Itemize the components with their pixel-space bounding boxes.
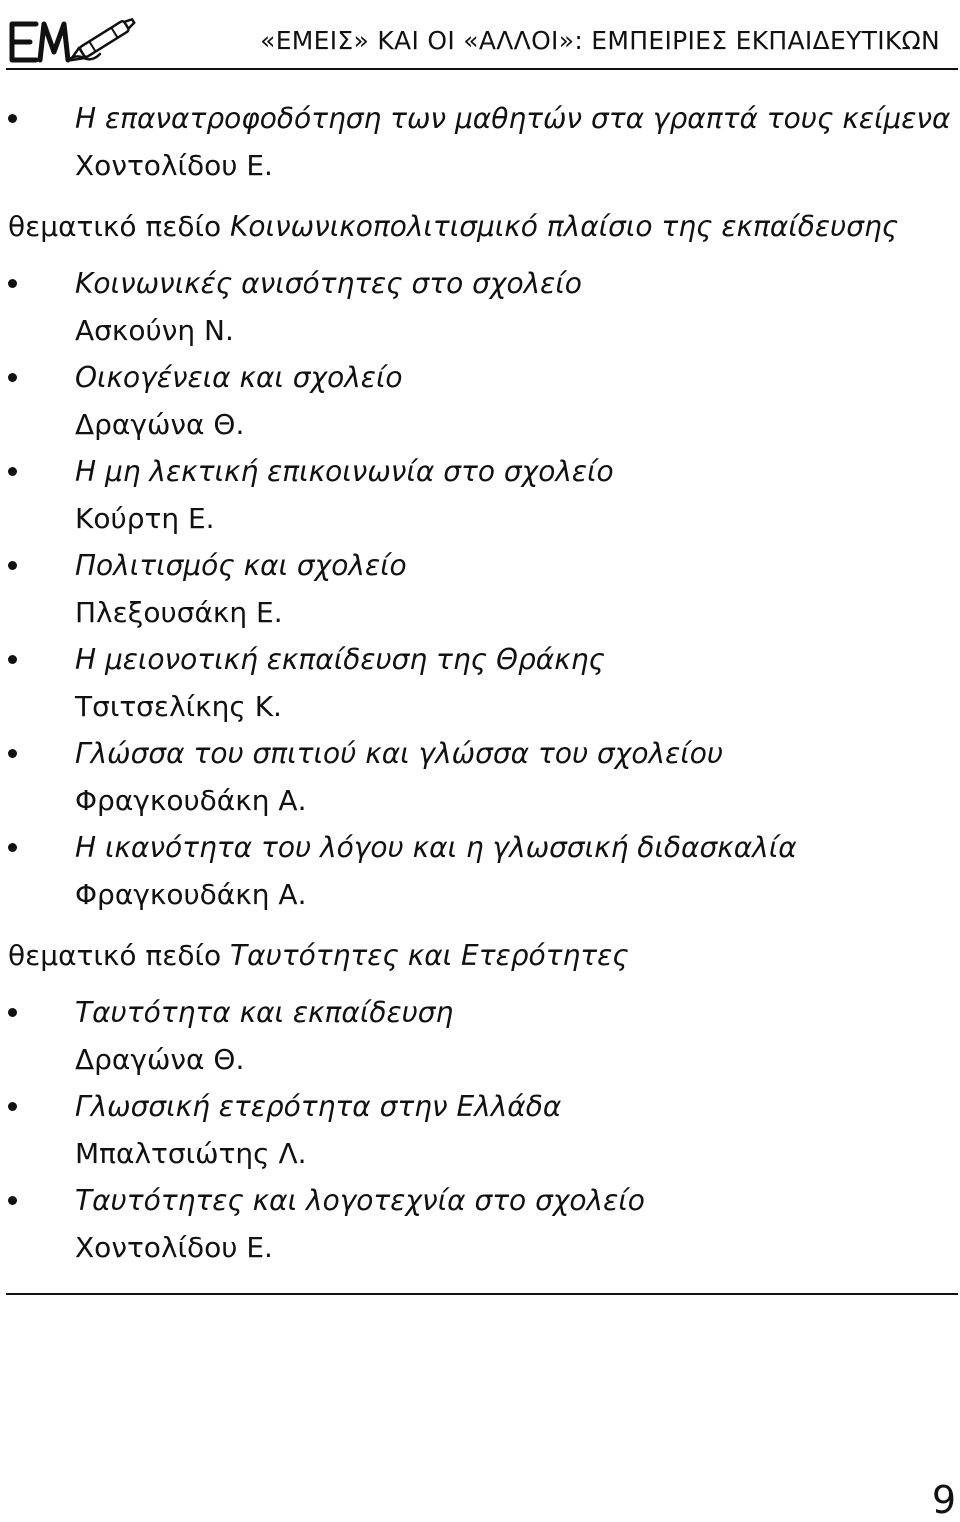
- list-item: [0, 448, 960, 542]
- bullet-icon: [8, 1102, 17, 1111]
- header-divider: [6, 68, 958, 70]
- bullet-icon: [8, 467, 17, 476]
- bullet-icon: [8, 749, 17, 758]
- list-item: [0, 1083, 960, 1177]
- item-author: Χοντολίδου Ε.: [75, 149, 273, 182]
- running-title: «ΕΜΕΙΣ» ΚΑΙ ΟΙ «ΑΛΛΟΙ»: ΕΜΠΕΙΡΙΕΣ ΕΚΠΑΙΔΕΥΤΙΚΩΝ: [260, 26, 940, 55]
- item-title: Η επανατροφοδότηση των μαθητών στα γραπτά τους κείμενα: [75, 102, 951, 135]
- item-author: Τσιτσελίκης Κ.: [75, 690, 282, 723]
- bottom-divider: [6, 1293, 958, 1295]
- item-author: Μπαλτσιώτης Λ.: [75, 1137, 307, 1170]
- topic-name: Κοινωνικοπολιτισμικό πλαίσιο της εκπαίδευσης: [230, 210, 899, 243]
- page-header: [0, 0, 960, 72]
- list-item: [0, 989, 960, 1083]
- item-list: [0, 95, 960, 189]
- list-item: [0, 730, 960, 824]
- list-item: [0, 824, 960, 918]
- item-author: Δραγώνα Θ.: [75, 408, 245, 441]
- item-author: Κούρτη Ε.: [75, 502, 215, 535]
- topic-name: Ταυτότητες και Ετερότητες: [230, 939, 629, 972]
- item-title: Ταυτότητες και λογοτεχνία στο σχολείο: [75, 1184, 645, 1217]
- list-item: [0, 1177, 960, 1271]
- page-number: 9: [931, 1478, 956, 1522]
- bullet-icon: [8, 114, 17, 123]
- list-item: [0, 636, 960, 730]
- item-list: [0, 989, 960, 1271]
- bullet-icon: [8, 655, 17, 664]
- item-title: Γλώσσα του σπιτιού και γλώσσα του σχολείου: [75, 737, 724, 770]
- item-author: Ασκούνη Ν.: [75, 314, 234, 347]
- item-title: Κοινωνικές ανισότητες στο σχολείο: [75, 267, 582, 300]
- item-title: Οικογένεια και σχολείο: [75, 361, 403, 394]
- list-item: [0, 95, 960, 189]
- list-item: [0, 260, 960, 354]
- item-author: Δραγώνα Θ.: [75, 1043, 245, 1076]
- topic-prefix: θεματικό πεδίο: [8, 939, 222, 972]
- list-item: [0, 542, 960, 636]
- item-title: Η ικανότητα του λόγου και η γλωσσική διδασκαλία: [75, 831, 797, 864]
- item-title: Η μειονοτική εκπαίδευση της Θράκης: [75, 643, 605, 676]
- item-author: Φραγκουδάκη Α.: [75, 784, 307, 817]
- item-title: Ταυτότητα και εκπαίδευση: [75, 996, 454, 1029]
- item-author: Φραγκουδάκη Α.: [75, 878, 307, 911]
- em-pen-logo-icon: [6, 2, 146, 68]
- topic-heading: [0, 932, 960, 979]
- item-list: [0, 260, 960, 918]
- bullet-icon: [8, 1196, 17, 1205]
- item-title: Πολιτισμός και σχολείο: [75, 549, 407, 582]
- content: [0, 95, 960, 1271]
- bullet-icon: [8, 279, 17, 288]
- list-item: [0, 354, 960, 448]
- topic-prefix: θεματικό πεδίο: [8, 210, 222, 243]
- item-author: Πλεξουσάκη Ε.: [75, 596, 283, 629]
- bullet-icon: [8, 843, 17, 852]
- item-title: Η μη λεκτική επικοινωνία στο σχολείο: [75, 455, 614, 488]
- bullet-icon: [8, 373, 17, 382]
- bullet-icon: [8, 1008, 17, 1017]
- item-author: Χοντολίδου Ε.: [75, 1231, 273, 1264]
- topic-heading: [0, 203, 960, 250]
- item-title: Γλωσσική ετερότητα στην Ελλάδα: [75, 1090, 562, 1123]
- bullet-icon: [8, 561, 17, 570]
